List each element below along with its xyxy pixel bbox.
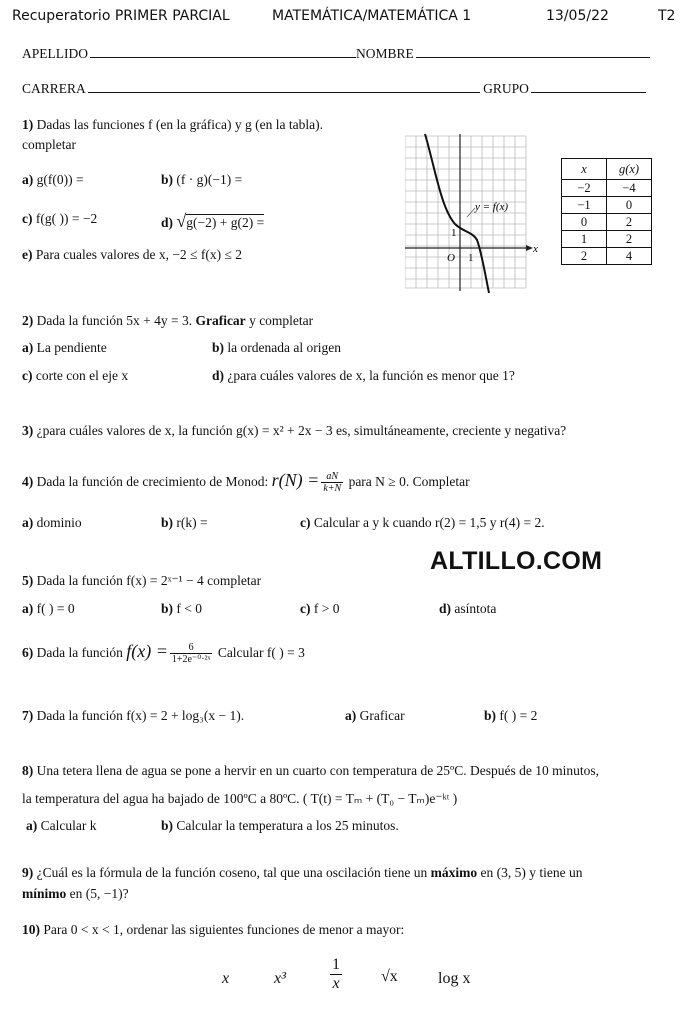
q2-item-c: c) corte con el eje x: [22, 368, 129, 383]
q2-item-d: d) ¿para cuáles valores de x, la función es menor que 1?: [212, 368, 515, 383]
table-row: −2 −4: [562, 180, 652, 197]
q9-line-2: mínimo en (5, −1)?: [22, 886, 129, 901]
origin-label: O: [447, 252, 455, 264]
exam-title: Recuperatorio PRIMER PARCIAL: [12, 8, 230, 24]
table-row: −1 0: [562, 197, 652, 214]
q1-item-b: b) (f · g)(−1) =: [161, 172, 243, 187]
q5-item-c: c) f > 0: [300, 601, 340, 616]
exam-date: 13/05/22: [546, 8, 609, 24]
q6-intro: 6) Dada la función f(x) = $\frac{6}{\text{1+2e⁻⁰·²ˣ}}$ Calcular f( ) = 3: [22, 641, 305, 666]
x-axis-arrow: [526, 245, 533, 251]
table-row: 2 4: [562, 248, 652, 265]
q7-item-b: b) f( ) = 2: [484, 708, 538, 723]
q3-text: 3) ¿para cuáles valores de x, la función g(x) = x² + 2x − 3 es, simultáneamente, creciente y negativa?: [22, 423, 567, 438]
q2-item-a: a) La pendiente: [22, 340, 107, 355]
tick-x-1: 1: [468, 252, 474, 264]
q10-function-reciprocal: $\frac{1}{x}$: [332, 956, 340, 992]
function-graph: [405, 128, 545, 293]
x-axis-label: x: [533, 243, 538, 255]
q9-line-1: 9) ¿Cuál es la fórmula de la función coseno, tal que una oscilación tiene un máximo en (3, 5) y tiene un: [22, 865, 583, 880]
q2-item-b: b) la ordenada al origen: [212, 340, 341, 355]
q10-intro: 10) Para 0 < x < 1, ordenar las siguientes funciones de menor a mayor:: [22, 922, 405, 937]
carrera-field[interactable]: [22, 81, 646, 97]
table-header-row: [562, 159, 652, 180]
q1-item-c: c) f(g( )) = −2: [22, 211, 98, 226]
q10-function-sqrt: √x: [381, 968, 398, 985]
q1-item-e: e) Para cuales valores de x, −2 ≤ f(x) ≤ 2: [22, 247, 242, 262]
g-table: [561, 158, 652, 265]
q8-line-1: 8) Una tetera llena de agua se pone a hervir en un cuarto con temperatura de 25ºC. Después de 10 minutos,: [22, 763, 599, 778]
q1-item-d: d) √g(−2) + g(2) =: [161, 211, 265, 231]
tick-y-1: 1: [451, 227, 457, 239]
grupo-line: [531, 91, 646, 93]
table-row: 1 2: [562, 231, 652, 248]
exam-subject: MATEMÁTICA/MATEMÁTICA 1: [272, 8, 472, 24]
carrera-line: [88, 91, 480, 93]
q5-item-d: d) asíntota: [439, 601, 497, 616]
apellido-label: APELLIDO: [22, 46, 88, 61]
table-header-x: x: [562, 159, 607, 180]
q4-intro: 4) Dada la función de crecimiento de Monod: r(N) = $\frac{aN}{k+N}$ para N ≥ 0. Completar: [22, 470, 470, 495]
q5-item-b: b) f < 0: [161, 601, 202, 616]
q10-function-log: log x: [438, 970, 471, 987]
nombre-line: [416, 56, 650, 58]
table-header-g: g(x): [607, 159, 652, 180]
q2-intro: 2) Dada la función 5x + 4y = 3. Graficar y completar: [22, 313, 314, 328]
apellido-field[interactable]: [22, 46, 650, 62]
altillo-watermark: ALTILLO.COM: [430, 547, 603, 575]
q8-item-b: b) Calcular la temperatura a los 25 minutos.: [161, 818, 399, 833]
q7-intro: 7) Dada la función f(x) = 2 + log₃(x − 1).: [22, 708, 245, 723]
q10-function-x-cubed: x³: [274, 970, 286, 987]
q4-item-c: c) Calcular a y k cuando r(2) = 1,5 y r(4) = 2.: [300, 515, 545, 530]
q5-item-a: a) f( ) = 0: [22, 601, 75, 616]
q1-item-a: a) g(f(0)) =: [22, 172, 84, 187]
nombre-label: NOMBRE: [356, 46, 414, 61]
q7-item-a: a) Graficar: [345, 708, 405, 723]
q5-intro: 5) Dada la función f(x) = 2ˣ⁻¹ − 4 completar: [22, 573, 262, 588]
curve-label: y = f(x): [475, 201, 509, 213]
q1-intro-2: completar: [22, 137, 76, 152]
apellido-line: [90, 56, 356, 58]
exam-code: T2: [658, 8, 676, 24]
q10-function-x: x: [222, 970, 230, 987]
q1-intro: 1) Dadas las funciones f (en la gráfica) y g (en la tabla).: [22, 117, 323, 132]
q4-item-b: b) r(k) =: [161, 515, 208, 530]
q8-item-a: a) Calcular k: [26, 818, 97, 833]
grupo-label: GRUPO: [483, 81, 529, 96]
q8-line-2: la temperatura del agua ha bajado de 100ºC a 80ºC. ( T(t) = Tₘ + (T₀ − Tₘ)e⁻ᵏᵗ ): [22, 791, 458, 806]
carrera-label: CARRERA: [22, 81, 86, 96]
table-row: 0 2: [562, 214, 652, 231]
q4-item-a: a) dominio: [22, 515, 82, 530]
